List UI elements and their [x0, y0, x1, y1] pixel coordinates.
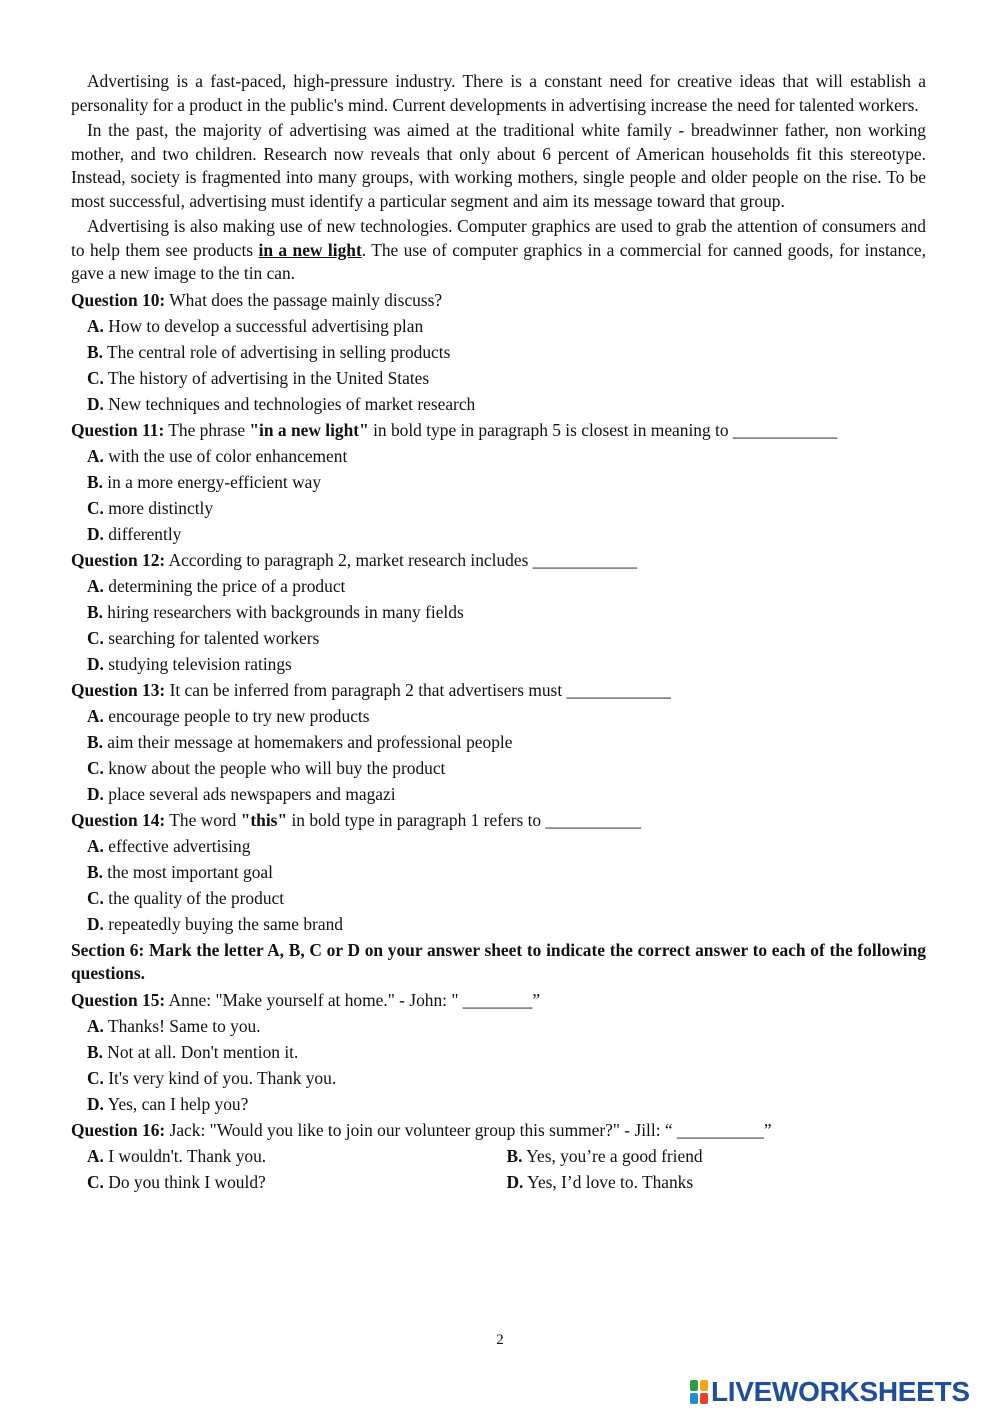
brand-wordmark: LIVEWORKSHEETS [711, 1376, 970, 1407]
q15-option-a[interactable]: A. Thanks! Same to you. [87, 1015, 261, 1036]
question-label: Question 14: [71, 809, 166, 830]
q15-option-d[interactable]: D. Yes, can I help you? [87, 1093, 249, 1114]
q10-option-d[interactable]: D. New techniques and technologies of market research [87, 393, 476, 414]
question-text: What does the passage mainly discuss? [165, 289, 443, 310]
q11-option-b[interactable]: B. in a more energy-efficient way [87, 471, 322, 492]
passage-paragraph-3 [71, 215, 926, 286]
q14-option-c[interactable]: C. the quality of the product [87, 887, 285, 908]
p3-emphasized-phrase: in a new light [258, 239, 362, 260]
q12-option-d[interactable]: D. studying television ratings [87, 653, 292, 674]
question-15: Question 15: Anne: "Make yourself at home." - John: " ________” [71, 989, 541, 1010]
q14-option-b[interactable]: B. the most important goal [87, 861, 273, 882]
q11-option-d[interactable]: D. differently [87, 523, 182, 544]
liveworksheets-logo-icon [690, 1380, 708, 1404]
liveworksheets-brand[interactable] [690, 1376, 970, 1408]
q11-option-a[interactable]: A. with the use of color enhancement [87, 445, 348, 466]
q13-option-c[interactable]: C. know about the people who will buy the product [87, 757, 446, 778]
q16-option-a[interactable]: A. I wouldn't. Thank you. [87, 1145, 267, 1166]
question-label: Question 16: [71, 1119, 166, 1140]
question-label: Question 15: [71, 989, 166, 1010]
q14-option-d[interactable]: D. repeatedly buying the same brand [87, 913, 343, 934]
q12-option-a[interactable]: A. determining the price of a product [87, 575, 346, 596]
question-16: Question 16: Jack: "Would you like to join our volunteer group this summer?" - Jill: “ __________” [71, 1119, 772, 1140]
q13-option-a[interactable]: A. encourage people to try new products [87, 705, 370, 726]
q16-option-c[interactable]: C. Do you think I would? [87, 1171, 266, 1192]
question-10 [71, 289, 926, 312]
q11-phrase: "in a new light" [249, 419, 369, 440]
question-label: Question 11: [71, 419, 165, 440]
q16-options-row-2 [87, 1171, 926, 1194]
document-page [71, 70, 926, 1197]
q13-option-d[interactable]: D. place several ads newspapers and magazi [87, 783, 396, 804]
q13-option-b[interactable]: B. aim their message at homemakers and professional people [87, 731, 513, 752]
q10-option-b[interactable]: B. The central role of advertising in selling products [87, 341, 451, 362]
q16-options-row-1 [87, 1145, 926, 1168]
q15-option-c[interactable]: C. It's very kind of you. Thank you. [87, 1067, 337, 1088]
q12-option-c[interactable]: C. searching for talented workers [87, 627, 320, 648]
section-6-heading: Section 6: Mark the letter A, B, C or D on your answer sheet to indicate the correct answer to each of the following questions. [71, 939, 926, 983]
question-label: Question 12: [71, 549, 166, 570]
p3-text-after: . The use of computer graphics in a commercial for canned goods, for instance, gave a new image to the tin can. [71, 239, 926, 283]
question-label: Question 10: [71, 289, 166, 310]
passage-paragraph-2: In the past, the majority of advertising was aimed at the traditional white family - breadwinner father, non working mother, and two children. Research now reveals that only about 6 percent of American households fit this stereotype. Instead, society is fragmented into many groups, with working mothers, single people and older people on the rise. To be most successful, advertising must identify a particular segment and aim its message toward that group. [71, 120, 926, 211]
question-11: Question 11: The phrase "in a new light" in bold type in paragraph 5 is closest in meaning to ____________ [71, 419, 838, 440]
q16-option-b[interactable]: B. Yes, you’re a good friend [506, 1145, 703, 1166]
q14-word: "this" [240, 809, 288, 830]
p3-text-before: Advertising is also making use of new technologies. Computer graphics are used to grab the attention of consumers and to help them see products [71, 216, 926, 260]
question-label: Question 13: [71, 679, 166, 700]
q11-option-c[interactable]: C. more distinctly [87, 497, 214, 518]
passage-paragraph-1: Advertising is a fast-paced, high-pressure industry. There is a constant need for creative ideas that will establish a personality for a product in the public's mind. Current developments in advertising increase the need for talented workers. [71, 71, 926, 115]
q15-option-b[interactable]: B. Not at all. Don't mention it. [87, 1041, 299, 1062]
q14-option-a[interactable]: A. effective advertising [87, 835, 251, 856]
q12-option-b[interactable]: B. hiring researchers with backgrounds in many fields [87, 601, 464, 622]
question-12: Question 12: According to paragraph 2, market research includes ____________ [71, 549, 638, 570]
q10-option-c[interactable]: C. The history of advertising in the United States [87, 367, 430, 388]
q16-option-d[interactable]: D. Yes, I’d love to. Thanks [506, 1171, 694, 1192]
q10-option-a[interactable]: A. How to develop a successful advertising plan [87, 315, 424, 336]
page-number: 2 [496, 1332, 504, 1348]
question-13: Question 13: It can be inferred from paragraph 2 that advertisers must ____________ [71, 679, 671, 700]
question-14: Question 14: The word "this" in bold type in paragraph 1 refers to ___________ [71, 809, 642, 830]
